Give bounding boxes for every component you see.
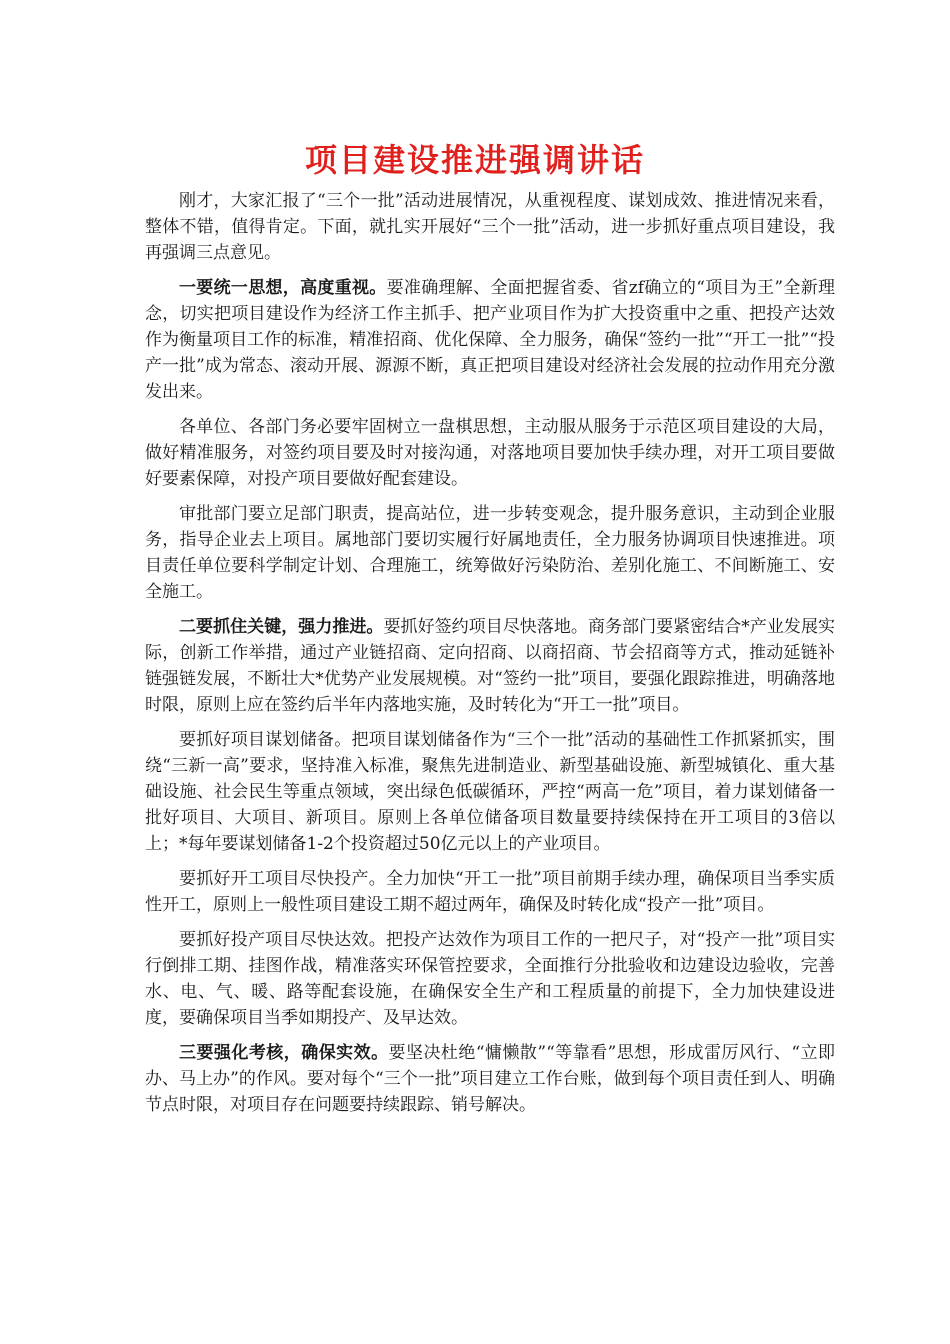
paragraph-6 <box>145 727 835 857</box>
paragraph-lead: 三要强化考核，确保实效。 <box>179 1043 389 1063</box>
paragraph-text: 要抓好投产项目尽快达效。把投产达效作为项目工作的一把尺子，对“投产一批”项目实行倒排工期、挂图作战，精准落实环保管控要求，全面推行分批验收和边建设边验收，完善水、电、气、暖、路等配套设施，在确保安全生产和工程质量的前提下，全力加快建设进度，要确保项目当季如期投产、及早达效。 <box>145 930 835 1028</box>
paragraph-7 <box>145 866 835 918</box>
paragraph-text: 要抓好签约项目尽快落地。商务部门要紧密结合*产业发展实际，创新工作举措，通过产业链招商、定向招商、以商招商、节会招商等方式，推动延链补链强链发展，不断壮大*优势产业发展规模。对“签约一批”项目，要强化跟踪推进，明确落地时限，原则上应在签约后半年内落地实施，及时转化为“开工一批”项目。 <box>145 617 836 715</box>
paragraph-4 <box>145 501 835 605</box>
paragraph-lead: 二要抓住关键，强力推进。 <box>179 617 384 637</box>
paragraph-8 <box>145 927 835 1031</box>
paragraph-5 <box>145 614 835 718</box>
paragraph-text: 要抓好项目谋划储备。把项目谋划储备作为“三个一批”活动的基础性工作抓紧抓实，围绕“三新一高”要求，坚持准入标准，聚焦先进制造业、新型基础设施、新型城镇化、重大基础设施、社会民生等重点领域，突出绿色低碳循环，严控“两高一危”项目，着力谋划储备一批好项目、大项目、新项目。原则上各单位储备项目数量要持续保持在开工项目的3倍以上；*每年要谋划储备1-2个投资超过50亿元以上的产业项目。 <box>145 730 835 854</box>
paragraph-2 <box>145 275 835 405</box>
document-body <box>145 188 835 1127</box>
document-title: 项目建设推进强调讲话 <box>304 141 645 179</box>
paragraph-text: 各单位、各部门务必要牢固树立一盘棋思想，主动服从服务于示范区项目建设的大局，做好精准服务，对签约项目要及时对接沟通，对落地项目要加快手续办理，对开工项目要做好要素保障，对投产项目要做好配套建设。 <box>145 417 835 489</box>
paragraph-lead: 一要统一思想，高度重视。 <box>179 278 387 298</box>
paragraph-text: 要准确理解、全面把握省委、省zf确立的“项目为王”全新理念，切实把项目建设作为经济工作主抓手、把产业项目作为扩大投资重中之重、把投产达效作为衡量项目工作的标准，精准招商、优化保障、全力服务，确保“签约一批”“开工一批”“投产一批”成为常态、滚动开展、源源不断，真正把项目建设对经济社会发展的拉动作用充分激发出来。 <box>145 278 835 402</box>
paragraph-text: 要坚决杜绝“慵懒散”“等靠看”思想，形成雷厉风行、“立即办、马上办”的作风。要对每个“三个一批”项目建立工作台账，做到每个项目责任到人、明确节点时限，对项目存在问题要持续跟踪、销号解决。 <box>145 1043 835 1115</box>
paragraph-9 <box>145 1040 835 1118</box>
paragraph-text: 刚才，大家汇报了“三个一批”活动进展情况，从重视程度、谋划成效、推进情况来看，整体不错，值得肯定。下面，就扎实开展好“三个一批”活动，进一步抓好重点项目建设，我再强调三点意见。 <box>145 191 835 263</box>
paragraph-text: 要抓好开工项目尽快投产。全力加快“开工一批”项目前期手续办理，确保项目当季实质性开工，原则上一般性项目建设工期不超过两年，确保及时转化成“投产一批”项目。 <box>145 869 835 915</box>
paragraph-1 <box>145 188 835 266</box>
paragraph-text: 审批部门要立足部门职责，提高站位，进一步转变观念，提升服务意识，主动到企业服务，指导企业去上项目。属地部门要切实履行好属地责任，全力服务协调项目快速推进。项目责任单位要科学制定计划、合理施工，统筹做好污染防治、差别化施工、不间断施工、安全施工。 <box>145 504 835 602</box>
paragraph-3 <box>145 414 835 492</box>
